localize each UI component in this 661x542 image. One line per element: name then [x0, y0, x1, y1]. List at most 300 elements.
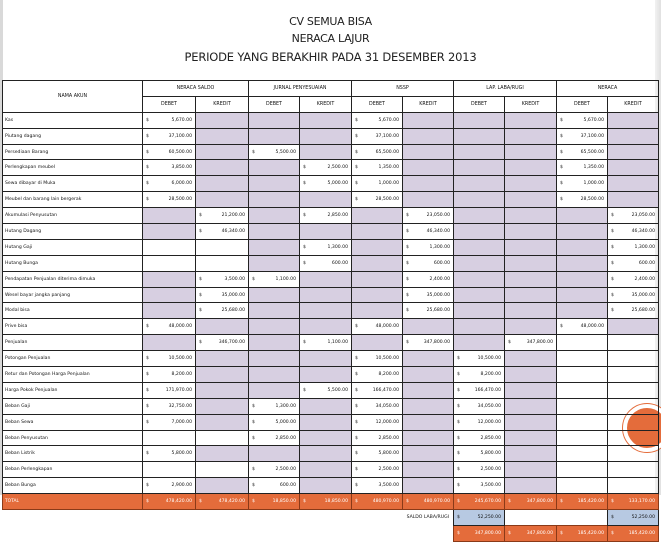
table-row	[3, 128, 659, 144]
cell-value: 35,000.00	[426, 292, 450, 298]
amount-cell	[608, 144, 659, 160]
currency-symbol: $	[355, 499, 358, 505]
cell-value: 25,680.00	[221, 308, 245, 314]
amount-cell	[505, 192, 557, 208]
amount-cell	[352, 112, 403, 128]
currency-symbol: $	[199, 308, 202, 314]
cell-value: 3,500.00	[378, 483, 399, 489]
amount-cell	[196, 176, 249, 192]
amount-cell	[143, 112, 196, 128]
cell-value: 25,680.00	[631, 308, 655, 314]
currency-symbol: $	[355, 435, 358, 441]
amount-cell	[249, 319, 300, 335]
cell-value: 1,300.00	[634, 244, 655, 250]
currency-symbol: $	[611, 276, 614, 282]
table-row	[3, 446, 659, 462]
currency-symbol: $	[457, 419, 460, 425]
cell-value: 185,420.00	[577, 499, 604, 505]
amount-cell	[352, 208, 403, 224]
saldo-label: SALDO LABA/RUGI	[406, 515, 449, 521]
amount-cell	[505, 478, 557, 494]
cell-value: 46,340.00	[426, 228, 450, 234]
cell-value: 1,300.00	[327, 244, 348, 250]
amount-cell	[454, 351, 505, 367]
amount-cell	[196, 367, 249, 383]
amount-cell	[143, 351, 196, 367]
cell-value: 5,800.00	[378, 451, 399, 457]
amount-cell	[143, 335, 196, 351]
amount-cell	[300, 462, 352, 478]
amount-cell	[249, 335, 300, 351]
account-name: Beban Sewa	[3, 414, 143, 430]
account-name: Beban Perlengkapan	[3, 462, 143, 478]
cell-value: 347,800.00	[526, 499, 553, 505]
cell-value: 5,500.00	[275, 149, 296, 155]
cell-value: 346,700.00	[218, 340, 245, 346]
debit-header: DEBET	[352, 96, 403, 112]
amount-cell	[505, 160, 557, 176]
final-cell	[454, 525, 505, 541]
currency-symbol: $	[406, 213, 409, 219]
amount-cell	[557, 398, 608, 414]
cell-value: 2,850.00	[275, 435, 296, 441]
amount-cell	[505, 271, 557, 287]
amount-cell	[454, 239, 505, 255]
amount-cell	[454, 335, 505, 351]
amount-cell	[143, 255, 196, 271]
cell-value: 52,250.00	[477, 514, 501, 520]
amount-cell	[196, 112, 249, 128]
amount-cell	[454, 271, 505, 287]
amount-cell	[557, 351, 608, 367]
amount-cell	[505, 462, 557, 478]
currency-symbol: $	[146, 165, 149, 171]
amount-cell	[143, 176, 196, 192]
currency-symbol: $	[457, 387, 460, 393]
amount-cell	[143, 478, 196, 494]
cell-value: 28,500.00	[580, 197, 604, 203]
amount-cell	[557, 446, 608, 462]
table-row	[3, 160, 659, 176]
amount-cell	[557, 239, 608, 255]
amount-cell	[143, 382, 196, 398]
amount-cell	[300, 367, 352, 383]
cell-value: 28,500.00	[168, 197, 192, 203]
amount-cell	[403, 255, 454, 271]
cell-value: 37,100.00	[375, 133, 399, 139]
amount-cell	[403, 430, 454, 446]
amount-cell	[557, 335, 608, 351]
account-name: Meubel dan barang lain bergerak	[3, 192, 143, 208]
currency-symbol: $	[406, 308, 409, 314]
amount-cell	[454, 287, 505, 303]
cell-value: 347,800.00	[474, 530, 501, 536]
currency-symbol: $	[406, 499, 409, 505]
amount-cell	[505, 446, 557, 462]
cell-value: 60,500.00	[168, 149, 192, 155]
currency-symbol: $	[146, 499, 149, 505]
cell-value: 37,100.00	[580, 133, 604, 139]
currency-symbol: $	[611, 244, 614, 250]
currency-symbol: $	[355, 165, 358, 171]
cell-value: 12,000.00	[477, 419, 501, 425]
currency-symbol: $	[146, 403, 149, 409]
cell-value: 28,500.00	[375, 197, 399, 203]
worksheet-table	[2, 80, 659, 542]
amount-cell	[352, 335, 403, 351]
currency-symbol: $	[146, 356, 149, 362]
amount-cell	[403, 208, 454, 224]
account-name: Hutang Dagang	[3, 224, 143, 240]
currency-symbol: $	[199, 499, 202, 505]
amount-cell	[249, 192, 300, 208]
group-header: NSSP	[352, 81, 454, 97]
currency-symbol: $	[146, 324, 149, 330]
amount-cell	[249, 160, 300, 176]
amount-cell	[352, 319, 403, 335]
cell-value: 18,850.00	[324, 499, 348, 505]
amount-cell	[249, 112, 300, 128]
amount-cell	[300, 382, 352, 398]
amount-cell	[557, 144, 608, 160]
amount-cell	[454, 224, 505, 240]
amount-cell	[557, 271, 608, 287]
currency-symbol: $	[355, 181, 358, 187]
currency-symbol: $	[252, 435, 255, 441]
amount-cell	[557, 255, 608, 271]
amount-cell	[608, 462, 659, 478]
saldo-value-neraca	[608, 510, 659, 526]
amount-cell	[505, 303, 557, 319]
amount-cell	[143, 192, 196, 208]
amount-cell	[196, 192, 249, 208]
amount-cell	[249, 430, 300, 446]
amount-cell	[352, 367, 403, 383]
cell-value: 2,500.00	[480, 467, 501, 473]
cell-value: 1,300.00	[275, 403, 296, 409]
account-name: Beban Penyusutan	[3, 430, 143, 446]
table-row	[3, 335, 659, 351]
amount-cell	[454, 176, 505, 192]
account-name: Pendapatan Penjualan diterima dimuka	[3, 271, 143, 287]
currency-symbol: $	[508, 530, 511, 536]
amount-cell	[300, 239, 352, 255]
amount-cell	[143, 224, 196, 240]
currency-symbol: $	[303, 165, 306, 171]
currency-symbol: $	[355, 149, 358, 155]
total-cell	[557, 494, 608, 510]
amount-cell	[352, 160, 403, 176]
amount-cell	[143, 398, 196, 414]
amount-cell	[300, 144, 352, 160]
final-cell	[557, 525, 608, 541]
cell-value: 5,500.00	[327, 387, 348, 393]
amount-cell	[352, 255, 403, 271]
currency-symbol: $	[355, 133, 358, 139]
amount-cell	[505, 224, 557, 240]
currency-symbol: $	[303, 244, 306, 250]
cell-value: 480,970.00	[423, 499, 450, 505]
cell-value: 18,850.00	[272, 499, 296, 505]
amount-cell	[454, 478, 505, 494]
amount-cell	[143, 239, 196, 255]
amount-cell	[454, 160, 505, 176]
amount-cell	[300, 319, 352, 335]
amount-cell	[196, 128, 249, 144]
amount-cell	[300, 478, 352, 494]
amount-cell	[608, 335, 659, 351]
amount-cell	[608, 319, 659, 335]
amount-cell	[608, 382, 659, 398]
amount-cell	[608, 112, 659, 128]
currency-symbol: $	[252, 276, 255, 282]
amount-cell	[196, 382, 249, 398]
amount-cell	[454, 255, 505, 271]
total-cell	[454, 494, 505, 510]
account-name: Penjualan	[3, 335, 143, 351]
amount-cell	[557, 303, 608, 319]
table-row	[3, 112, 659, 128]
amount-cell	[300, 224, 352, 240]
amount-cell	[403, 239, 454, 255]
table-row	[3, 144, 659, 160]
total-label: TOTAL	[3, 494, 143, 510]
amount-cell	[505, 144, 557, 160]
currency-symbol: $	[146, 149, 149, 155]
cell-value: 347,800.00	[526, 530, 553, 536]
amount-cell	[608, 367, 659, 383]
currency-symbol: $	[611, 308, 614, 314]
amount-cell	[300, 446, 352, 462]
cell-value: 48,000.00	[168, 324, 192, 330]
amount-cell	[300, 287, 352, 303]
cell-value: 600.00	[433, 260, 450, 266]
cell-value: 5,000.00	[327, 181, 348, 187]
cell-value: 8,200.00	[171, 371, 192, 377]
cell-value: 23,050.00	[426, 213, 450, 219]
currency-symbol: $	[146, 451, 149, 457]
currency-symbol: $	[146, 197, 149, 203]
currency-symbol: $	[355, 419, 358, 425]
cell-value: 8,200.00	[480, 371, 501, 377]
amount-cell	[505, 176, 557, 192]
amount-cell	[249, 239, 300, 255]
account-name: Hutang Gaji	[3, 239, 143, 255]
amount-cell	[505, 414, 557, 430]
table-row	[3, 208, 659, 224]
amount-cell	[557, 382, 608, 398]
account-name: Beban Gaji	[3, 398, 143, 414]
table-row	[3, 430, 659, 446]
amount-cell	[249, 303, 300, 319]
amount-cell	[196, 208, 249, 224]
cell-value: 12,000.00	[375, 419, 399, 425]
amount-cell	[403, 287, 454, 303]
amount-cell	[196, 303, 249, 319]
currency-symbol: $	[611, 260, 614, 266]
amount-cell	[196, 351, 249, 367]
amount-cell	[196, 430, 249, 446]
amount-cell	[403, 462, 454, 478]
amount-cell	[352, 446, 403, 462]
amount-cell	[143, 160, 196, 176]
amount-cell	[352, 224, 403, 240]
amount-cell	[143, 144, 196, 160]
amount-cell	[196, 255, 249, 271]
amount-cell	[608, 414, 659, 430]
amount-cell	[505, 367, 557, 383]
empty-cell	[3, 525, 454, 541]
saldo-value	[454, 510, 505, 526]
amount-cell	[300, 192, 352, 208]
table-row	[3, 192, 659, 208]
account-name: Modal bisa	[3, 303, 143, 319]
table-row	[3, 351, 659, 367]
amount-cell	[300, 414, 352, 430]
currency-symbol: $	[611, 530, 614, 536]
table-row	[3, 255, 659, 271]
amount-cell	[505, 287, 557, 303]
amount-cell	[352, 462, 403, 478]
amount-cell	[249, 446, 300, 462]
total-cell	[608, 494, 659, 510]
currency-symbol: $	[560, 117, 563, 123]
cell-value: 3,500.00	[480, 483, 501, 489]
account-name: Hutang Bunga	[3, 255, 143, 271]
group-header: LAP. LABA/RUGI	[454, 81, 557, 97]
amount-cell	[300, 208, 352, 224]
cell-value: 2,500.00	[275, 467, 296, 473]
cell-value: 6,000.00	[171, 181, 192, 187]
cell-value: 2,400.00	[429, 276, 450, 282]
amount-cell	[352, 430, 403, 446]
cell-value: 133,170.00	[628, 499, 655, 505]
cell-value: 2,400.00	[634, 276, 655, 282]
currency-symbol: $	[406, 260, 409, 266]
amount-cell	[403, 112, 454, 128]
credit-header: KREDIT	[196, 96, 249, 112]
amount-cell	[249, 144, 300, 160]
cell-value: 7,000.00	[171, 419, 192, 425]
amount-cell	[249, 382, 300, 398]
cell-value: 2,500.00	[378, 467, 399, 473]
amount-cell	[608, 160, 659, 176]
amount-cell	[557, 462, 608, 478]
report-title: NERACA LAJUR	[291, 32, 370, 45]
cell-value: 5,670.00	[378, 117, 399, 123]
currency-symbol: $	[355, 483, 358, 489]
amount-cell	[196, 239, 249, 255]
cell-value: 1,000.00	[583, 181, 604, 187]
currency-symbol: $	[406, 229, 409, 235]
amount-cell	[352, 478, 403, 494]
currency-symbol: $	[508, 499, 511, 505]
amount-cell	[352, 303, 403, 319]
amount-cell	[557, 414, 608, 430]
table-row	[3, 319, 659, 335]
amount-cell	[557, 478, 608, 494]
cell-value: 23,050.00	[631, 213, 655, 219]
amount-cell	[454, 367, 505, 383]
account-name: Kas	[3, 112, 143, 128]
amount-cell	[143, 319, 196, 335]
amount-cell	[352, 144, 403, 160]
amount-cell	[403, 303, 454, 319]
amount-cell	[196, 160, 249, 176]
currency-symbol: $	[457, 372, 460, 378]
amount-cell	[505, 255, 557, 271]
amount-cell	[143, 287, 196, 303]
cell-value: 600.00	[638, 260, 655, 266]
account-header: NAMA AKUN	[3, 81, 143, 113]
amount-cell	[454, 462, 505, 478]
currency-symbol: $	[406, 276, 409, 282]
cell-value: 1,350.00	[378, 165, 399, 171]
amount-cell	[143, 446, 196, 462]
cell-value: 2,500.00	[327, 165, 348, 171]
total-cell	[505, 494, 557, 510]
amount-cell	[557, 128, 608, 144]
credit-header: KREDIT	[403, 96, 454, 112]
amount-cell	[143, 208, 196, 224]
credit-header: KREDIT	[608, 96, 659, 112]
account-name: Beban Listrik	[3, 446, 143, 462]
currency-symbol: $	[560, 530, 563, 536]
currency-symbol: $	[406, 340, 409, 346]
cell-value: 245,670.00	[474, 499, 501, 505]
amount-cell	[300, 351, 352, 367]
amount-cell	[143, 271, 196, 287]
amount-cell	[249, 208, 300, 224]
total-cell	[300, 494, 352, 510]
cell-value: 171,970.00	[165, 387, 192, 393]
amount-cell	[608, 224, 659, 240]
amount-cell	[249, 255, 300, 271]
amount-cell	[454, 446, 505, 462]
cell-value: 480,970.00	[372, 499, 399, 505]
amount-cell	[249, 351, 300, 367]
amount-cell	[505, 208, 557, 224]
amount-cell	[352, 239, 403, 255]
amount-cell	[196, 414, 249, 430]
amount-cell	[196, 319, 249, 335]
currency-symbol: $	[611, 292, 614, 298]
amount-cell	[454, 144, 505, 160]
amount-cell	[403, 367, 454, 383]
currency-symbol: $	[611, 229, 614, 235]
amount-cell	[505, 239, 557, 255]
currency-symbol: $	[457, 403, 460, 409]
amount-cell	[403, 398, 454, 414]
currency-symbol: $	[406, 244, 409, 250]
amount-cell	[505, 335, 557, 351]
amount-cell	[557, 367, 608, 383]
amount-cell	[196, 224, 249, 240]
amount-cell	[454, 414, 505, 430]
account-name: Persediaan Barang	[3, 144, 143, 160]
cell-value: 166,470.00	[474, 387, 501, 393]
table-row	[3, 303, 659, 319]
amount-cell	[505, 112, 557, 128]
currency-symbol: $	[355, 372, 358, 378]
amount-cell	[196, 144, 249, 160]
amount-cell	[454, 128, 505, 144]
amount-cell	[454, 319, 505, 335]
amount-cell	[403, 271, 454, 287]
amount-cell	[557, 160, 608, 176]
amount-cell	[143, 414, 196, 430]
debit-header: DEBET	[454, 96, 505, 112]
